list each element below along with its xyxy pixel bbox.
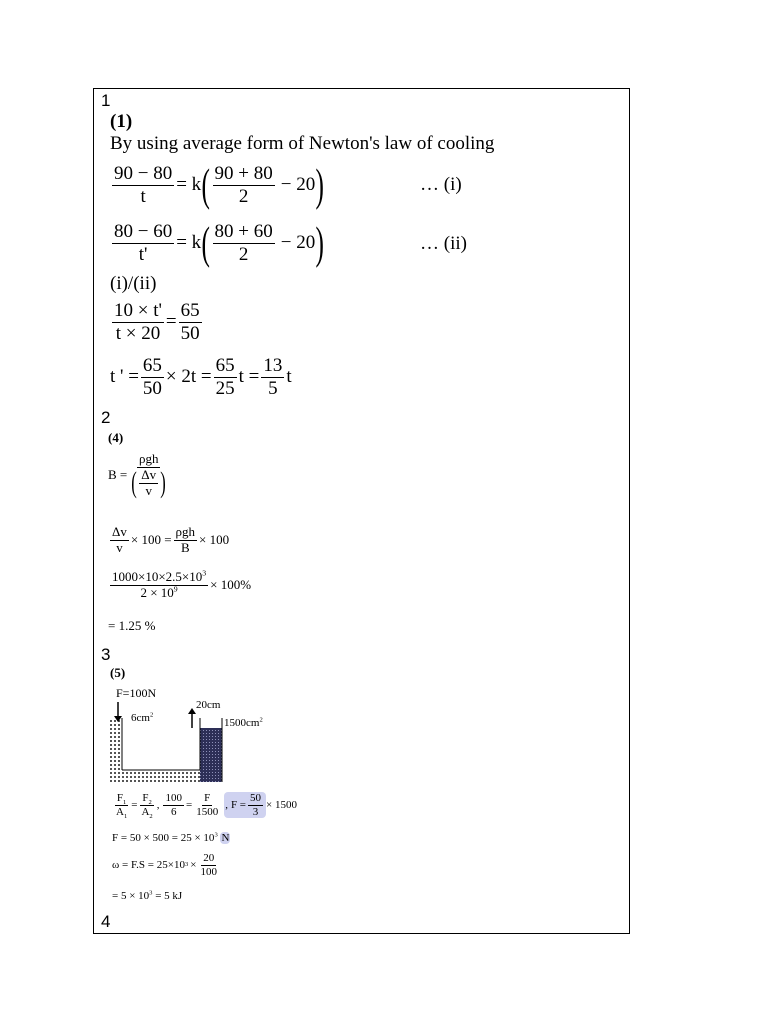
answer-option-3: (5) [110,665,126,680]
q1-equation-2: $\frac{80 - 60}{t'}$ = k ( $\frac{80 + 60}{2}$ − 20 ) [114,217,325,268]
hydraulic-lift-diagram [110,700,228,786]
q1-ratio-equation: $\frac{10 \times t'}{t \times 20}$ = $\frac{65}{50}$ [114,300,200,344]
height-label: 20cm [196,699,221,711]
q3-pascal-equation: $\frac{F_1}{A_1}$ = $\frac{F_2}{A_2}$ , $\frac{100}{6}$ = $\frac{F}{1500}$ , F = $\frac{50}{3}$ × 1500 [116,792,297,820]
large-area-label: $1500cm^2$ [224,716,263,729]
q1-intro: By using average form of Newton's law of cooling [110,133,495,154]
q1-ratio-label: (i)/(ii) [110,273,157,294]
q1-result-equation: t ' = $\frac{65}{50}$ × 2t = $\frac{65}{25}$ t = $\frac{13}{5}$ t [110,355,292,399]
q2-percent-formula: $\frac{\Delta v}{v}$ × 100 = $\frac{\text{ρgh}}{B}$ × 100 [112,524,230,555]
q3-force-result: $F = 50 \times 500 = 25 \times 10^3$ N [112,831,230,844]
q2-substitution: $\frac{1000\times 10\times 2.5\times 10^3}{2 \times 10^9}$ × 100% [112,568,252,600]
q1-equation-1: $\frac{90 - 80}{t}$ = k ( $\frac{90 + 80}{2}$ − 20 ) [114,159,325,210]
question-number-2: 2 [101,408,111,427]
q3-work-equation: ω = F.S = 25×10 3 × $\frac{20}{100}$ [112,852,217,878]
force-label: F=100N [116,686,157,700]
small-area-label: $6cm^2$ [131,711,154,724]
q1-equation-2-tag: … (ii) [420,233,467,254]
answer-option-2: (4) [108,430,124,445]
right-cylinder-fluid [200,728,222,782]
question-number-4: 4 [101,912,111,931]
q3-final-answer: = $5 \times 10^3 = 5$ kJ [112,889,183,902]
question-number-3: 3 [101,645,111,664]
question-number-1: 1 [101,91,111,110]
highlighted-result: , F = $\frac{50}{3}$ [224,792,266,818]
q1-equation-1-tag: … (i) [420,174,462,195]
answer-option-1: (1) [110,111,133,132]
q2-bulk-modulus-formula: B = ρgh ( $\frac{\Delta v}{v}$ ) [108,451,166,500]
q2-final-answer: = 1.25 % [108,618,156,633]
